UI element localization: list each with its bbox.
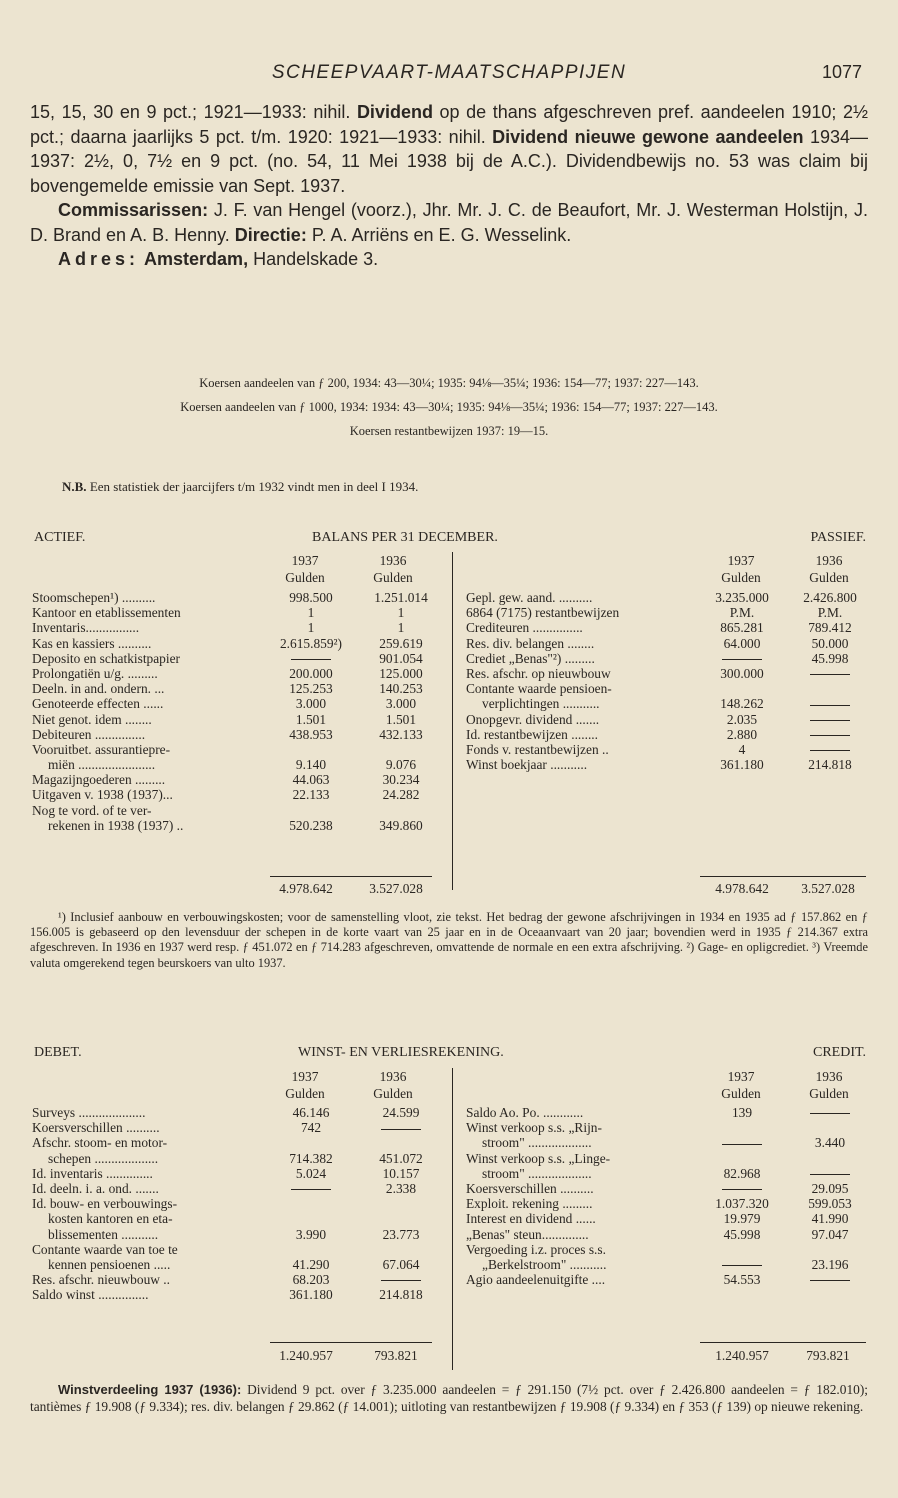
running-title: SCHEEPVAART-MAATSCHAPPIJEN <box>271 62 627 83</box>
table-row <box>466 1196 866 1211</box>
dash-mark <box>722 1189 762 1190</box>
table-row <box>466 666 866 681</box>
row-label: Fonds v. restantbewijzen .. <box>466 741 609 757</box>
winst-title: WINST- EN VERLIESREKENING. <box>298 1045 504 1060</box>
winst-debet-table <box>32 1105 430 1302</box>
row-label: Koersverschillen .......... <box>466 1180 594 1196</box>
table-row <box>32 1135 430 1150</box>
dash-mark <box>810 674 850 675</box>
value-1937: 742 <box>300 1120 322 1136</box>
value-1937: 1 <box>307 620 315 636</box>
value-1937: 300.000 <box>720 665 764 681</box>
value-1937: 54.553 <box>723 1272 761 1288</box>
table-row <box>32 803 430 818</box>
column-header <box>358 552 428 586</box>
value-1937 <box>702 1181 782 1196</box>
table-row <box>466 1166 866 1181</box>
table-row <box>466 590 866 605</box>
column-header <box>706 552 776 586</box>
value-1936: 140.253 <box>379 681 423 697</box>
row-label: Exploit. rekening ......... <box>466 1196 593 1212</box>
bold-run: Dividend nieuwe gewone aandeelen <box>492 126 804 147</box>
text-run: Handelskade 3. <box>248 249 379 269</box>
row-label: Vergoeding i.z. proces s.s. <box>466 1241 606 1257</box>
value-1937: 1 <box>307 605 315 621</box>
value-1937: 64.000 <box>723 635 761 651</box>
value-1936: 125.000 <box>379 665 423 681</box>
row-label: Inventaris................ <box>32 620 140 636</box>
table-row <box>32 651 430 666</box>
row-label: blissementen ........... <box>48 1226 159 1242</box>
value-1937: 44.063 <box>292 772 330 788</box>
table-row <box>32 1151 430 1166</box>
table-row <box>466 1181 866 1196</box>
balans-passief-table <box>466 590 866 772</box>
dash-mark <box>810 735 850 736</box>
value-1937: 520.238 <box>289 817 333 833</box>
row-label: Crediteuren ............... <box>466 620 583 636</box>
dash-mark <box>810 1280 850 1281</box>
footnote-text: ¹) Inclusief aanbouw en verbouwingskosten; voor de samenstelling vloot, zie tekst. Het bedrag der gewone afschrijvingen in 1934 en 1935 ad ƒ 157.862 en ƒ 156.005 is gebaseerd op den levensduur der schepen in de korte vaart van 25 jaar en in de Oceaanvaart van 20 jaar; bovendien werd in 1935 ƒ 214.367 extra afgeschreven. In 1936 en 1937 werd resp. ƒ 451.072 en ƒ 714.283 afgeschreven, omvattende de normale en een extra afschrijving. ²) Gage- en opligcrediet. ³) Vreemde valuta omgerekend tegen beurskoers van ulto 1937. <box>30 910 868 970</box>
year-label: 1936 <box>379 1069 407 1084</box>
dash-mark <box>810 1174 850 1175</box>
table-row <box>32 636 430 651</box>
row-label: Crediet „Benas"²) ......... <box>466 650 595 666</box>
balans-passief-title: PASSIEF. <box>810 530 866 545</box>
column-header <box>358 1068 428 1102</box>
row-label: Kantoor en etablissementen <box>32 605 181 621</box>
row-label: Genoteerde effecten ...... <box>32 696 164 712</box>
value-1936: 599.053 <box>808 1196 852 1212</box>
value-1936: 349.860 <box>379 817 423 833</box>
running-header <box>0 60 898 86</box>
value-1936: 50.000 <box>811 635 849 651</box>
value-1937: 46.146 <box>292 1105 330 1120</box>
value-1937: 41.290 <box>292 1256 330 1272</box>
table-row <box>32 1211 430 1226</box>
year-label: 1937 <box>727 1069 755 1084</box>
row-label: Deposito en schatkistpapier <box>32 650 181 666</box>
winstverdeeling-body: Dividend 9 pct. over ƒ 3.235.000 aandeelen = ƒ 291.150 (7½ pct. over ƒ 2.426.800 aandeelen = ƒ 182.010); tantièmes ƒ 19.908 (ƒ 9.334); res. div. belangen ƒ 29.862 (ƒ 14.001); uitloting van restantbewijzen ƒ 19.908 (ƒ 9.334) en ƒ 353 (ƒ 139) op nieuwe rekening. <box>30 1382 869 1414</box>
table-row <box>32 1120 430 1135</box>
unit-label: Gulden <box>809 1086 849 1101</box>
table-row <box>32 590 430 605</box>
value-1937: 2.035 <box>726 711 758 727</box>
winst-credit-table <box>466 1105 866 1287</box>
value-1937: 998.500 <box>289 590 333 605</box>
balans-footnote <box>30 910 868 971</box>
table-row <box>466 1227 866 1242</box>
table-row <box>32 757 430 772</box>
value-1936: 214.818 <box>379 1287 423 1303</box>
table-row <box>32 1272 430 1287</box>
nb-label: N.B. <box>62 479 87 494</box>
row-label: Onopgevr. dividend ....... <box>466 711 600 727</box>
value-1936: 1.501 <box>385 711 417 727</box>
unit-label: Gulden <box>809 570 849 585</box>
row-label: Surveys .................... <box>32 1105 146 1120</box>
row-label: Debiteuren ............... <box>32 726 146 742</box>
address-paragraph <box>30 247 868 272</box>
value-1937 <box>702 1257 782 1272</box>
winstverdeeling-label: Winstverdeeling 1937 (1936): <box>58 1382 242 1397</box>
price-line: Koersen aandeelen van ƒ 200, 1934: 43—30¼; 1935: 94⅛—35¼; 1936: 154—77; 1937: 227—143. <box>199 376 699 390</box>
year-label: 1937 <box>291 553 319 568</box>
table-row <box>466 620 866 635</box>
table-row <box>32 605 430 620</box>
text-run: P. A. Arriëns en E. G. Wesselink. <box>306 224 572 245</box>
price-line: Koersen aandeelen van ƒ 1000, 1934: 1934: 43—30¼; 1935: 94⅛—35¼; 1936: 154—77; 1937: 227—143. <box>180 400 718 414</box>
value-1937 <box>702 651 782 666</box>
dash-mark <box>291 659 331 660</box>
row-label: Kas en kassiers .......... <box>32 635 152 651</box>
value-1936: 901.054 <box>379 650 423 666</box>
text-run: J. F. van Hengel (voorz.), Jhr. Mr. J. C. de Beaufort, Mr. J. Westerman Holstijn, J. D. Brand en A. B. Henny. <box>30 200 868 245</box>
row-label: schepen ................... <box>48 1150 159 1166</box>
value-1937: 200.000 <box>289 665 333 681</box>
balans-actief-table <box>32 590 430 833</box>
row-label: Winst verkoop s.s. „Linge- <box>466 1150 611 1166</box>
row-label: kennen pensioenen ..... <box>48 1256 171 1272</box>
dash-mark <box>810 750 850 751</box>
value-1937: 148.262 <box>720 696 764 712</box>
winst-debet-title: DEBET. <box>34 1045 82 1060</box>
table-row <box>32 620 430 635</box>
value-1936 <box>790 727 870 742</box>
value-1936: P.M. <box>817 605 843 621</box>
table-row <box>32 727 430 742</box>
unit-label: Gulden <box>721 570 761 585</box>
intro-text <box>30 100 868 272</box>
bold-run: Dividend <box>356 102 433 122</box>
value-1936: 41.990 <box>811 1211 849 1227</box>
value-1937: 2.880 <box>726 726 758 742</box>
table-row <box>32 1287 430 1302</box>
value-1937 <box>702 1135 782 1150</box>
value-1936: 2.426.800 <box>803 590 857 605</box>
value-1937: 4 <box>738 741 746 757</box>
table-row <box>466 1211 866 1226</box>
value-1937: 68.203 <box>292 1272 330 1288</box>
table-row <box>466 636 866 651</box>
row-label: rekenen in 1938 (1937) .. <box>48 817 184 833</box>
table-row <box>32 1181 430 1196</box>
table-row <box>32 681 430 696</box>
column-header <box>270 552 340 586</box>
value-1936 <box>356 1120 446 1135</box>
bold-run: Amsterdam, <box>144 249 249 269</box>
row-label: Magazijngoederen ......... <box>32 772 166 788</box>
unit-label: Gulden <box>285 570 325 585</box>
value-1937: 139 <box>731 1105 753 1120</box>
value-1936: 23.773 <box>382 1226 420 1242</box>
row-label: Gepl. gew. aand. .......... <box>466 590 593 605</box>
row-label: verplichtingen ........... <box>482 696 600 712</box>
row-label: Vooruitbet. assurantiepre- <box>32 741 171 757</box>
table-row <box>32 1105 430 1120</box>
table-row <box>466 696 866 711</box>
value-1936: 29.095 <box>811 1180 849 1196</box>
bold-run: Directie: <box>234 224 307 245</box>
unit-label: Gulden <box>285 1086 325 1101</box>
balans-total-left-1937: 4.978.642 <box>279 881 333 896</box>
winst-total-left-1937: 1.240.957 <box>279 1348 333 1363</box>
dash-mark <box>722 1144 762 1145</box>
winst-total-left-1936: 793.821 <box>374 1348 418 1363</box>
table-row <box>466 742 866 757</box>
value-1937 <box>266 1181 356 1196</box>
table-row <box>466 727 866 742</box>
value-1936: 10.157 <box>382 1165 420 1181</box>
value-1936: 451.072 <box>379 1150 423 1166</box>
value-1936: 1.251.014 <box>374 590 428 605</box>
value-1936: 24.599 <box>382 1105 420 1120</box>
value-1936: 3.440 <box>814 1135 846 1151</box>
value-1937: 361.180 <box>720 757 764 773</box>
row-label: Contante waarde pensioen- <box>466 681 612 697</box>
year-label: 1936 <box>815 553 843 568</box>
value-1936: 30.234 <box>382 772 420 788</box>
table-row <box>466 1135 866 1150</box>
row-label: Uitgaven v. 1938 (1937)... <box>32 787 173 803</box>
value-1936: 1 <box>397 620 405 636</box>
row-label: „Berkelstroom" ........... <box>482 1256 607 1272</box>
row-label: Saldo Ao. Po. ............ <box>466 1105 584 1120</box>
row-label: Nog te vord. of te ver- <box>32 802 152 818</box>
row-label: Winst verkoop s.s. „Rijn- <box>466 1120 602 1136</box>
table-row <box>32 1257 430 1272</box>
table-row <box>32 787 430 802</box>
table-row <box>466 1257 866 1272</box>
total-rule <box>700 876 866 877</box>
value-1936 <box>790 712 870 727</box>
table-row <box>466 605 866 620</box>
row-label: Agio aandeelenuitgifte .... <box>466 1272 606 1288</box>
table-row <box>32 1166 430 1181</box>
value-1936 <box>790 1105 870 1120</box>
row-label: 6864 (7175) restantbewijzen <box>466 605 620 621</box>
unit-label: Gulden <box>373 570 413 585</box>
row-label: Res. afschr. nieuwbouw .. <box>32 1272 170 1288</box>
row-label: stroom" ................... <box>482 1135 592 1151</box>
value-1936: 67.064 <box>382 1256 420 1272</box>
table-row <box>466 712 866 727</box>
year-label: 1936 <box>815 1069 843 1084</box>
table-row <box>466 1105 866 1120</box>
winst-credit-title: CREDIT. <box>812 1045 866 1060</box>
table-row <box>32 1196 430 1211</box>
value-1937: 9.140 <box>295 757 327 773</box>
value-1937: 3.000 <box>295 696 327 712</box>
balans-total-right-1937: 4.978.642 <box>715 881 769 896</box>
dash-mark <box>810 1113 850 1114</box>
price-line: Koersen restantbewijzen 1937: 19—15. <box>349 424 549 438</box>
value-1936 <box>356 1272 446 1287</box>
unit-label: Gulden <box>373 1086 413 1101</box>
total-rule <box>270 876 432 877</box>
value-1936 <box>790 666 870 681</box>
management-paragraph <box>30 198 868 247</box>
value-1936 <box>790 696 870 711</box>
winstverdeeling-text <box>30 1382 868 1415</box>
value-1937: 361.180 <box>289 1287 333 1303</box>
row-label: Winst boekjaar ........... <box>466 757 588 773</box>
row-label: kosten kantoren en eta- <box>48 1211 173 1227</box>
value-1936: 214.818 <box>808 757 852 773</box>
table-row <box>32 696 430 711</box>
value-1937: 82.968 <box>723 1165 761 1181</box>
table-row <box>466 1272 866 1287</box>
row-label: Contante waarde van toe te <box>32 1241 178 1257</box>
column-header <box>794 552 864 586</box>
balans-total-left-1936: 3.527.028 <box>369 881 423 896</box>
value-1937: 1.037.320 <box>715 1196 769 1212</box>
value-1937: 5.024 <box>295 1165 327 1181</box>
value-1936: 97.047 <box>811 1226 849 1242</box>
value-1936: 789.412 <box>808 620 852 636</box>
unit-label: Gulden <box>721 1086 761 1101</box>
value-1936 <box>790 742 870 757</box>
year-label: 1937 <box>727 553 755 568</box>
row-label: Id. restantbewijzen ........ <box>466 726 599 742</box>
row-label: Interest en dividend ...... <box>466 1211 596 1227</box>
value-1936: 1 <box>397 605 405 621</box>
share-prices <box>30 373 868 445</box>
dash-mark <box>810 705 850 706</box>
value-1937: 45.998 <box>723 1226 761 1242</box>
column-header <box>270 1068 340 1102</box>
value-1937: 125.253 <box>289 681 333 697</box>
value-1937: 1.501 <box>295 711 327 727</box>
value-1937: 865.281 <box>720 620 764 636</box>
row-label: Id. deeln. i. a. ond. ....... <box>32 1180 159 1196</box>
table-row <box>466 757 866 772</box>
row-label: „Benas" steun.............. <box>466 1226 589 1242</box>
value-1937: 2.615.859²) <box>279 635 343 651</box>
text-run: op de thans afgeschreven pref. aandeelen 1910; 2½ pct.; daarna jaarlijks 5 pct. t/m. 1920: 1921—1933: nihil. <box>30 102 868 147</box>
value-1937: 22.133 <box>292 787 330 803</box>
table-row <box>466 1242 866 1257</box>
dash-mark <box>291 1189 331 1190</box>
row-label: Res. div. belangen ........ <box>466 635 595 651</box>
row-label: Deeln. in and. ondern. ... <box>32 681 165 697</box>
value-1937: 19.979 <box>723 1211 761 1227</box>
row-label: Afschr. stoom- en motor- <box>32 1135 168 1151</box>
winst-total-right-1937: 1.240.957 <box>715 1348 769 1363</box>
value-1936: 2.338 <box>385 1180 417 1196</box>
table-row <box>32 1227 430 1242</box>
column-divider <box>452 552 453 890</box>
table-row <box>32 666 430 681</box>
value-1937: 3.235.000 <box>715 590 769 605</box>
winstverdeeling <box>30 1382 868 1415</box>
dash-mark <box>381 1129 421 1130</box>
row-label: Stoomschepen¹) .......... <box>32 590 156 605</box>
balans-title: BALANS PER 31 DECEMBER. <box>312 530 498 545</box>
nb-text: Een statistiek der jaarcijfers t/m 1932 vindt men in deel I 1934. <box>86 479 419 494</box>
row-label: Res. afschr. op nieuwbouw <box>466 665 611 681</box>
total-rule <box>700 1342 866 1343</box>
table-row <box>466 681 866 696</box>
value-1936 <box>790 1166 870 1181</box>
year-label: 1936 <box>379 553 407 568</box>
balans-actief-title: ACTIEF. <box>34 530 86 545</box>
nb-note <box>62 479 418 495</box>
value-1936: 45.998 <box>811 650 849 666</box>
column-header <box>794 1068 864 1102</box>
text-run: 15, 15, 30 en 9 pct.; 1921—1933: nihil. <box>30 102 357 122</box>
value-1937 <box>266 651 356 666</box>
column-divider <box>452 1068 453 1370</box>
total-rule <box>270 1342 432 1343</box>
text-run: 1934—1937: 2½, 0, 7½ en 9 pct. (no. 54, 11 Mei 1938 bij de A.C.). Dividendbewijs no. 53 was claim bij bovengemelde emissie van Sept. 1937. <box>30 126 868 196</box>
dash-mark <box>381 1280 421 1281</box>
row-label: Id. inventaris .............. <box>32 1165 153 1181</box>
value-1936: 24.282 <box>382 787 420 803</box>
row-label: Id. bouw- en verbouwings- <box>32 1196 178 1212</box>
page-number: 1077 <box>821 62 862 82</box>
table-row <box>466 1120 866 1135</box>
row-label: Koersverschillen .......... <box>32 1120 160 1136</box>
value-1937: 438.953 <box>289 726 333 742</box>
value-1936: 23.196 <box>811 1256 849 1272</box>
balans-total-right-1936: 3.527.028 <box>801 881 855 896</box>
value-1936 <box>790 1272 870 1287</box>
row-label: stroom" ................... <box>482 1165 592 1181</box>
value-1937: P.M. <box>729 605 755 621</box>
dividend-paragraph <box>30 100 868 198</box>
winst-total-right-1936: 793.821 <box>806 1348 850 1363</box>
column-header <box>706 1068 776 1102</box>
year-label: 1937 <box>291 1069 319 1084</box>
table-row <box>466 651 866 666</box>
value-1936: 3.000 <box>385 696 417 712</box>
bold-run: Commissarissen: <box>58 200 209 220</box>
row-label: Saldo winst ............... <box>32 1287 149 1303</box>
value-1936: 9.076 <box>385 757 417 773</box>
value-1937: 714.382 <box>289 1150 333 1166</box>
row-label: Prolongatiën u/g. ......... <box>32 665 158 681</box>
dash-mark <box>722 1265 762 1266</box>
table-row <box>32 818 430 833</box>
dash-mark <box>810 720 850 721</box>
table-row <box>466 1151 866 1166</box>
value-1936: 259.619 <box>379 635 423 651</box>
dash-mark <box>722 659 762 660</box>
table-row <box>32 1242 430 1257</box>
table-row <box>32 712 430 727</box>
row-label: Niet genot. idem ........ <box>32 711 152 727</box>
table-row <box>32 742 430 757</box>
value-1936: 432.133 <box>379 726 423 742</box>
row-label: miën ....................... <box>48 757 156 773</box>
bold-run: Adres: <box>58 249 140 269</box>
value-1937: 3.990 <box>295 1226 327 1242</box>
table-row <box>32 772 430 787</box>
